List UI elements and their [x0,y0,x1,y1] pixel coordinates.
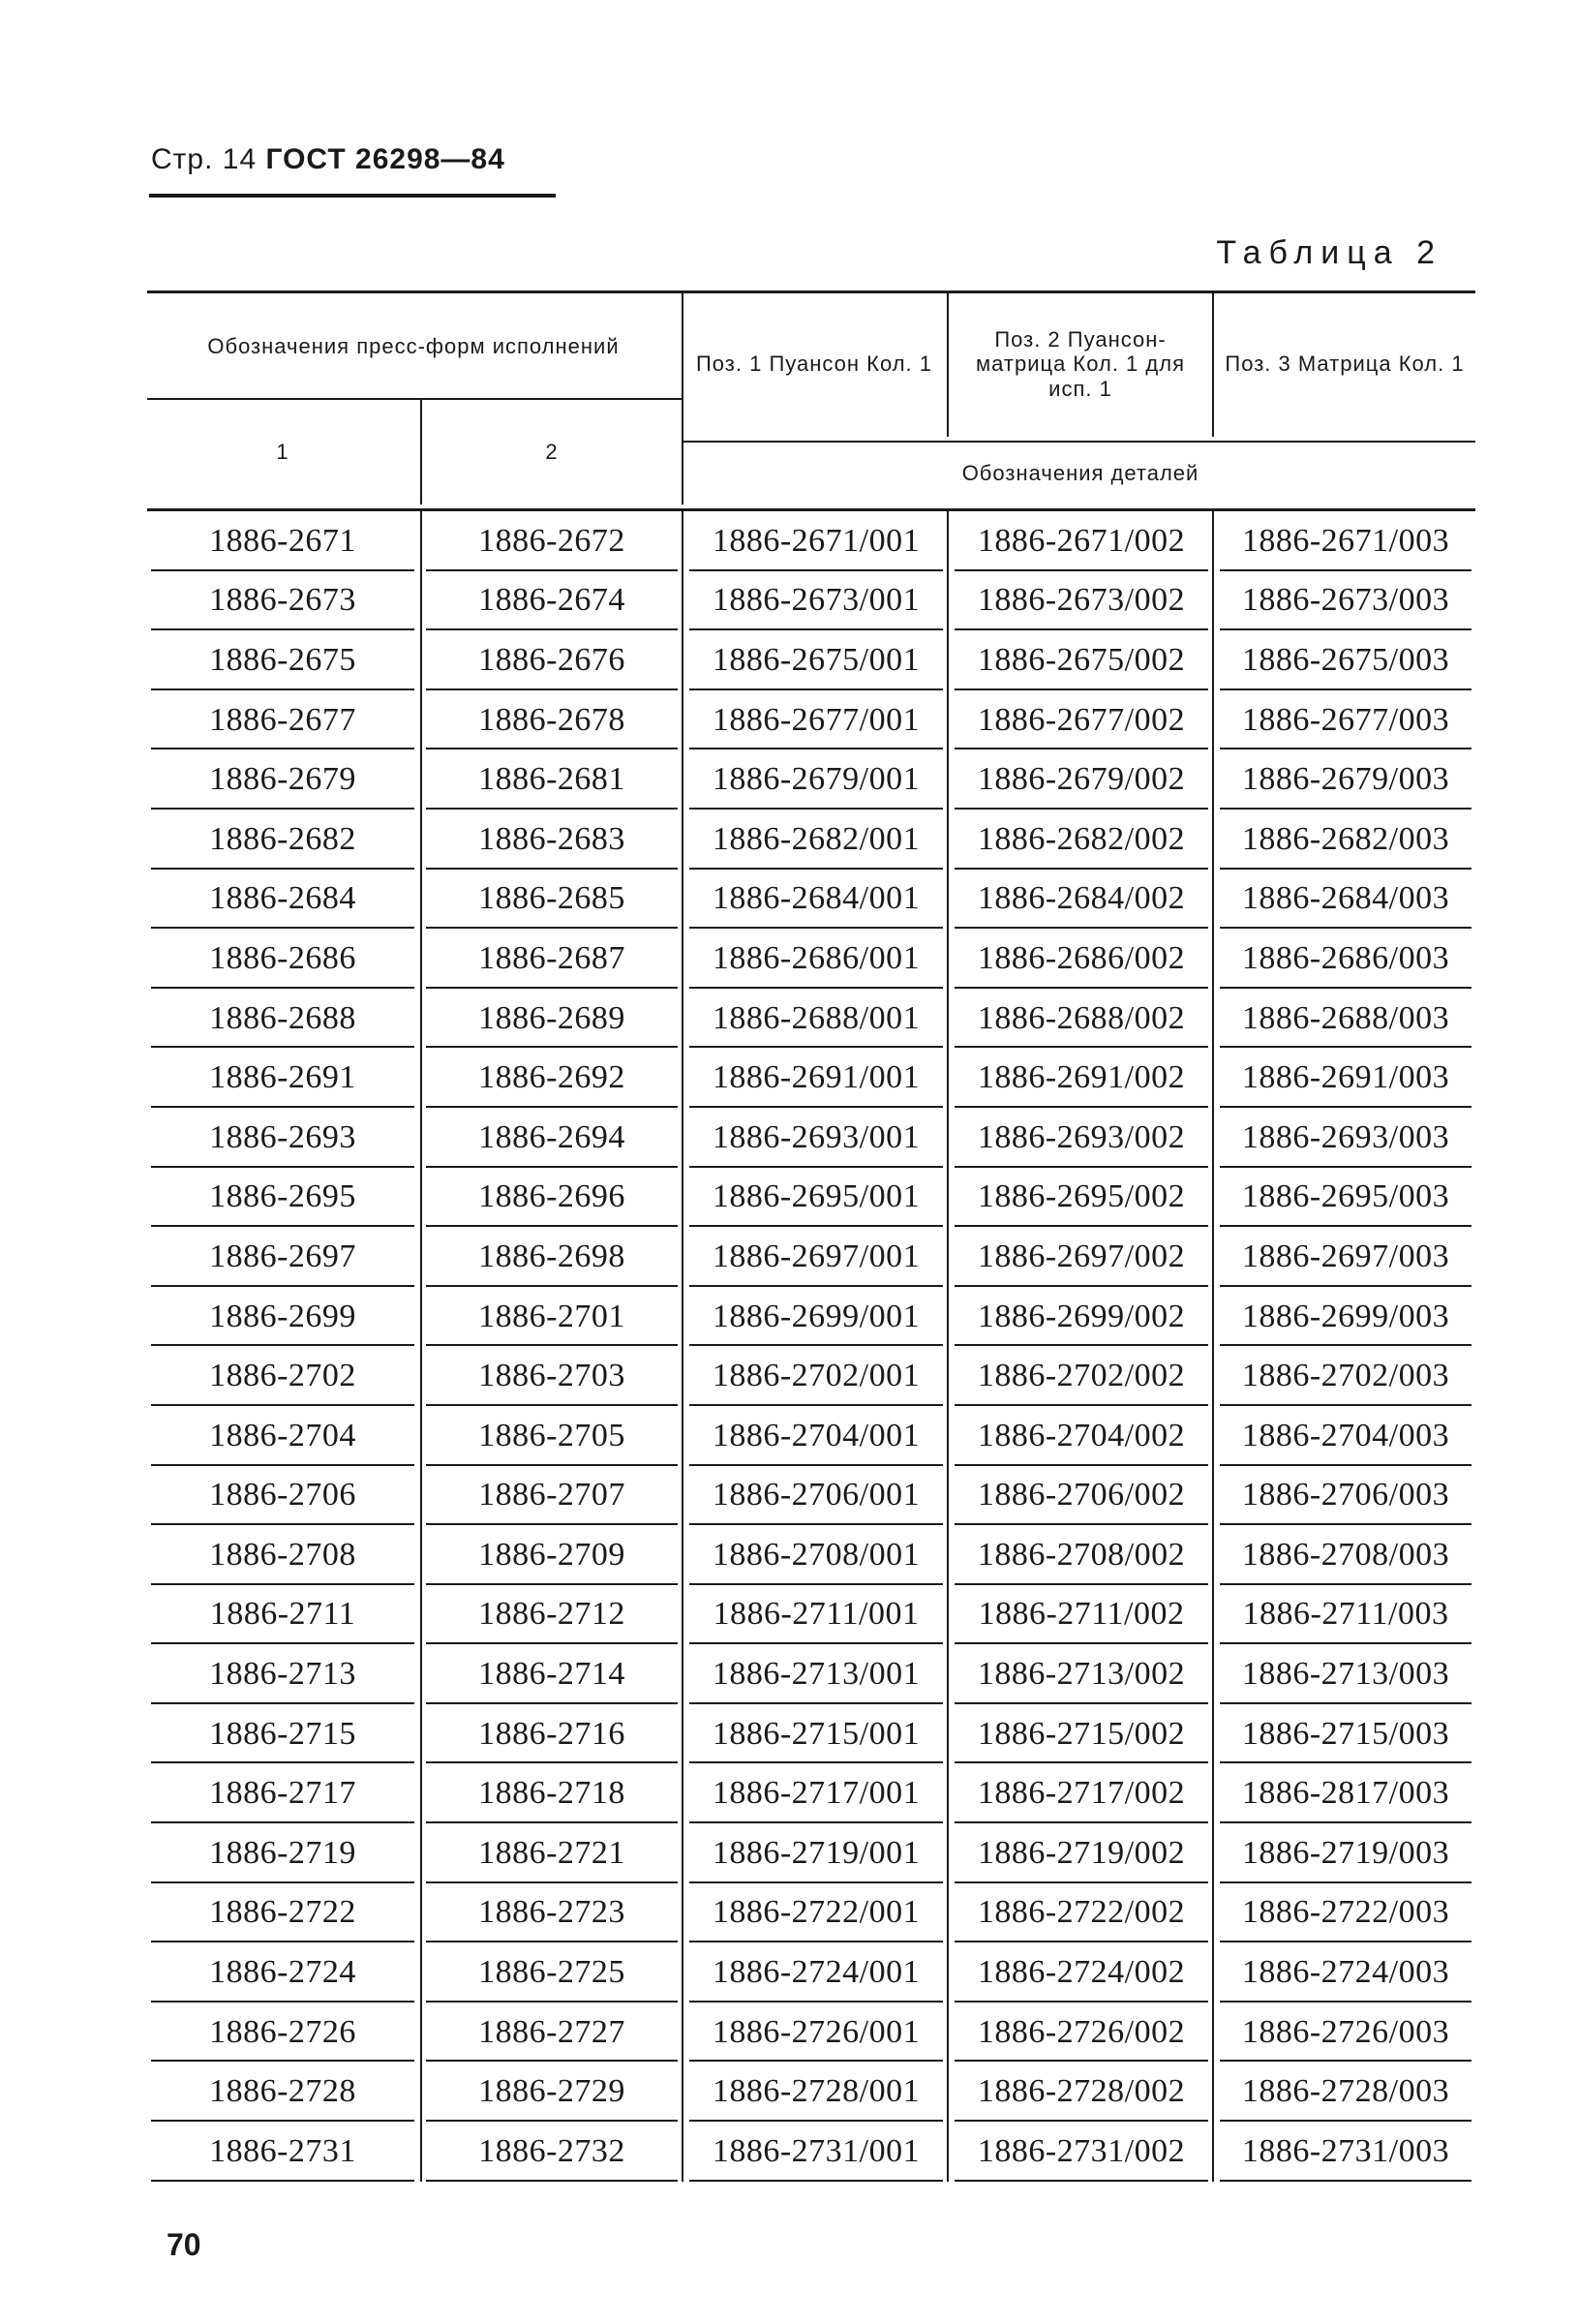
cell-design-2: 1886-2727 [478,2013,625,2050]
cell-pos-3: 1886-2706/003 [1241,1477,1450,1514]
cell-design-2: 1886-2676 [478,641,625,678]
cell-pos-3: 1886-2708/003 [1241,1536,1450,1573]
cell-pos-1: 1886-2691/001 [712,1059,921,1096]
cell-pos-2: 1886-2673/002 [977,582,1186,619]
cell-design-2: 1886-2707 [478,1477,625,1514]
cell-design-2: 1886-2672 [478,522,625,559]
table-header [147,290,1475,505]
cell-pos-3: 1886-2704/003 [1241,1417,1450,1453]
cell-pos-3: 1886-2713/003 [1241,1656,1450,1693]
cell-pos-2: 1886-2711/002 [978,1596,1185,1633]
cell-pos-3: 1886-2675/003 [1241,641,1450,678]
cell-pos-1: 1886-2693/001 [712,1118,921,1155]
cell-pos-1: 1886-2675/001 [712,641,921,678]
cell-design-1: 1886-2717 [209,1775,356,1812]
cell-pos-3: 1886-2728/003 [1241,2073,1450,2110]
cell-design-2: 1886-2723 [478,1894,625,1931]
cell-pos-3: 1886-2677/003 [1241,701,1450,738]
cell-pos-2: 1886-2688/002 [977,999,1186,1036]
cell-pos-2: 1886-2724/002 [977,1954,1186,1991]
cell-pos-1: 1886-2699/001 [712,1298,921,1334]
page-label: Стр. 14 [151,143,258,175]
page-header [151,143,505,176]
header-col-1: 1 [276,440,289,465]
cell-pos-2: 1886-2722/002 [977,1894,1186,1931]
cell-pos-2: 1886-2679/002 [977,761,1186,798]
cell-pos-2: 1886-2713/002 [977,1656,1186,1693]
cell-rule [955,2180,1208,2182]
cell-design-2: 1886-2714 [478,1656,625,1693]
cell-pos-1: 1886-2728/001 [712,2073,921,2110]
cell-pos-2: 1886-2706/002 [977,1477,1186,1514]
cell-pos-3: 1886-2682/003 [1241,820,1450,857]
cell-pos-1: 1886-2706/001 [712,1477,921,1514]
cell-pos-2: 1886-2677/002 [977,701,1186,738]
cell-design-1: 1886-2675 [209,641,356,678]
table-row [147,749,1475,810]
cell-design-1: 1886-2699 [209,1298,356,1334]
cell-design-2: 1886-2701 [478,1298,625,1334]
cell-pos-2: 1886-2695/002 [977,1178,1186,1215]
cell-design-1: 1886-2708 [209,1536,356,1573]
cell-pos-3: 1886-2673/003 [1241,582,1450,619]
cell-design-1: 1886-2726 [209,2013,356,2050]
cell-pos-3: 1886-2693/003 [1241,1118,1450,1155]
table-row [147,1585,1475,1645]
cell-design-2: 1886-2685 [478,880,625,917]
cell-pos-3: 1886-2719/003 [1241,1834,1450,1871]
gost-number: ГОСТ 26298—84 [265,143,505,175]
table-row [147,1466,1475,1526]
cell-design-1: 1886-2671 [209,522,356,559]
header-col-2: 2 [545,440,559,465]
cell-pos-3: 1886-2691/003 [1241,1059,1450,1096]
table-row [147,1942,1475,2003]
cell-design-1: 1886-2673 [209,582,356,619]
cell-pos-2: 1886-2671/002 [977,522,1186,559]
table-row [147,1823,1475,1883]
cell-pos-2: 1886-2704/002 [977,1417,1186,1453]
cell-pos-2: 1886-2675/002 [977,641,1186,678]
cell-rule [689,2180,943,2182]
cell-pos-1: 1886-2731/001 [712,2132,921,2169]
cell-pos-1: 1886-2679/001 [712,761,921,798]
cell-pos-1: 1886-2688/001 [712,999,921,1036]
cell-design-2: 1886-2674 [478,582,625,619]
cell-pos-2: 1886-2684/002 [977,880,1186,917]
cell-design-2: 1886-2729 [478,2073,625,2110]
cell-design-1: 1886-2704 [209,1417,356,1453]
cell-pos-3: 1886-2726/003 [1241,2013,1450,2050]
cell-design-1: 1886-2728 [209,2073,356,2110]
cell-pos-1: 1886-2684/001 [712,880,921,917]
cell-pos-3: 1886-2711/003 [1242,1596,1449,1633]
cell-pos-1: 1886-2682/001 [712,820,921,857]
table-row [147,1227,1475,1287]
table-row [147,870,1475,930]
cell-pos-3: 1886-2731/003 [1241,2132,1450,2169]
cell-pos-3: 1886-2702/003 [1241,1358,1450,1394]
cell-pos-2: 1886-2715/002 [977,1715,1186,1752]
column-separator [420,511,422,2182]
cell-pos-1: 1886-2695/001 [712,1178,921,1215]
table-row [147,1644,1475,1704]
cell-design-2: 1886-2698 [478,1238,625,1274]
cell-pos-3: 1886-2686/003 [1241,939,1450,976]
table-row [147,571,1475,631]
cell-design-2: 1886-2696 [478,1178,625,1215]
cell-design-2: 1886-2721 [478,1834,625,1871]
cell-pos-2: 1886-2693/002 [977,1118,1186,1155]
cell-design-1: 1886-2677 [209,701,356,738]
cell-design-1: 1886-2693 [209,1118,356,1155]
table-row [147,1048,1475,1108]
cell-pos-2: 1886-2726/002 [977,2013,1186,2050]
header-designations-group: Обозначения пресс-форм исполнений [207,334,620,359]
cell-design-1: 1886-2682 [209,820,356,857]
table-row [147,1108,1475,1168]
cell-pos-1: 1886-2708/001 [712,1536,921,1573]
cell-design-2: 1886-2712 [478,1596,625,1633]
header-pos-3: Поз. 3 Матрица Кол. 1 [1225,352,1465,377]
table-row [147,929,1475,989]
cell-pos-2: 1886-2686/002 [977,939,1186,976]
cell-design-1: 1886-2715 [209,1715,356,1752]
cell-pos-2: 1886-2708/002 [977,1536,1186,1573]
cell-pos-2: 1886-2717/002 [977,1775,1186,1812]
cell-pos-1: 1886-2704/001 [712,1417,921,1453]
table-row [147,1346,1475,1406]
column-separator [1212,511,1214,2182]
cell-pos-1: 1886-2702/001 [712,1358,921,1394]
cell-design-2: 1886-2709 [478,1536,625,1573]
cell-pos-2: 1886-2699/002 [977,1298,1186,1334]
cell-design-1: 1886-2711 [209,1596,356,1633]
cell-pos-3: 1886-2699/003 [1241,1298,1450,1334]
cell-design-2: 1886-2705 [478,1417,625,1453]
header-rule [149,194,556,198]
cell-design-1: 1886-2697 [209,1238,356,1274]
cell-pos-1: 1886-2673/001 [712,582,921,619]
cell-pos-1: 1886-2713/001 [712,1656,921,1693]
cell-pos-1: 1886-2726/001 [712,2013,921,2050]
cell-pos-2: 1886-2697/002 [977,1238,1186,1274]
cell-design-1: 1886-2695 [209,1178,356,1215]
cell-design-2: 1886-2689 [478,999,625,1036]
cell-design-2: 1886-2681 [478,761,625,798]
table-row [147,1883,1475,1943]
cell-pos-2: 1886-2702/002 [977,1358,1186,1394]
cell-design-1: 1886-2713 [209,1656,356,1693]
cell-rule [151,2180,414,2182]
cell-pos-1: 1886-2722/001 [712,1894,921,1931]
table-row [147,2003,1475,2063]
cell-pos-3: 1886-2697/003 [1241,1238,1450,1274]
cell-pos-3: 1886-2684/003 [1241,880,1450,917]
header-details: Обозначения деталей [961,461,1199,486]
header-pos-1: Поз. 1 Пуансон Кол. 1 [695,352,933,377]
cell-design-2: 1886-2692 [478,1059,625,1096]
table-row [147,1406,1475,1466]
cell-pos-1: 1886-2711/001 [713,1596,920,1633]
cell-pos-1: 1886-2717/001 [712,1775,921,1812]
cell-pos-1: 1886-2697/001 [712,1238,921,1274]
cell-design-2: 1886-2703 [478,1358,625,1394]
cell-pos-3: 1886-2695/003 [1241,1178,1450,1215]
cell-design-1: 1886-2688 [209,999,356,1036]
table-row [147,2122,1475,2182]
cell-design-1: 1886-2724 [209,1954,356,1991]
cell-design-1: 1886-2684 [209,880,356,917]
cell-pos-3: 1886-2817/003 [1241,1775,1450,1812]
header-pos-2: Поз. 2 Пуансон-матрица Кол. 1 для исп. 1 [976,327,1185,401]
cell-design-1: 1886-2722 [209,1894,356,1931]
cell-pos-1: 1886-2677/001 [712,701,921,738]
cell-design-2: 1886-2732 [478,2132,625,2169]
cell-design-1: 1886-2702 [209,1358,356,1394]
table-row [147,1287,1475,1347]
table-row [147,1704,1475,1764]
cell-design-1: 1886-2731 [209,2132,356,2169]
cell-pos-2: 1886-2728/002 [977,2073,1186,2110]
cell-design-2: 1886-2683 [478,820,625,857]
page-number: 70 [167,2227,201,2262]
cell-design-1: 1886-2719 [209,1834,356,1871]
table-label: Таблица 2 [1216,234,1442,271]
table-row [147,2062,1475,2122]
table-row [147,630,1475,690]
cell-pos-2: 1886-2691/002 [977,1059,1186,1096]
table-row [147,810,1475,870]
cell-rule [1220,2180,1472,2182]
table-row [147,690,1475,750]
column-separator [682,511,683,2182]
cell-design-2: 1886-2725 [478,1954,625,1991]
cell-design-1: 1886-2706 [209,1477,356,1514]
cell-pos-1: 1886-2719/001 [712,1834,921,1871]
cell-pos-2: 1886-2682/002 [977,820,1186,857]
table-row [147,1763,1475,1823]
cell-design-2: 1886-2687 [478,939,625,976]
cell-pos-3: 1886-2722/003 [1241,1894,1450,1931]
cell-design-2: 1886-2678 [478,701,625,738]
cell-pos-3: 1886-2679/003 [1241,761,1450,798]
table-row [147,1168,1475,1228]
table-row [147,989,1475,1049]
cell-pos-2: 1886-2731/002 [977,2132,1186,2169]
column-separator [947,511,949,2182]
parts-table [147,290,1475,2182]
table-row [147,1525,1475,1585]
cell-pos-1: 1886-2686/001 [712,939,921,976]
cell-pos-3: 1886-2715/003 [1241,1715,1450,1752]
cell-design-2: 1886-2718 [478,1775,625,1812]
cell-pos-1: 1886-2724/001 [712,1954,921,1991]
cell-pos-3: 1886-2688/003 [1241,999,1450,1036]
cell-rule [426,2180,678,2182]
cell-design-1: 1886-2679 [209,761,356,798]
cell-pos-3: 1886-2671/003 [1241,522,1450,559]
cell-design-1: 1886-2686 [209,939,356,976]
table-row [147,511,1475,571]
cell-pos-2: 1886-2719/002 [977,1834,1186,1871]
table-body [147,508,1475,2182]
cell-pos-1: 1886-2671/001 [712,522,921,559]
cell-design-1: 1886-2691 [209,1059,356,1096]
cell-pos-1: 1886-2715/001 [712,1715,921,1752]
cell-design-2: 1886-2716 [478,1715,625,1752]
cell-pos-3: 1886-2724/003 [1241,1954,1450,1991]
cell-design-2: 1886-2694 [478,1118,625,1155]
